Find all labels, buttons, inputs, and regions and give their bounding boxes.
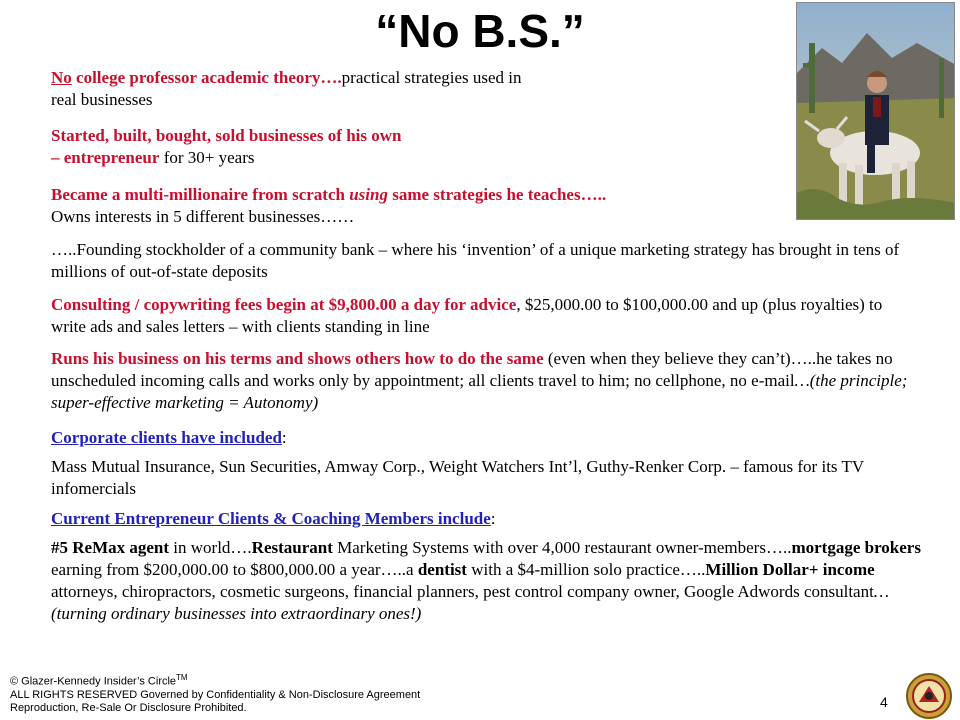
corporate-clients: Mass Mutual Insurance, Sun Securities, Amway Corp., Weight Watchers Int’l, Guthy-Renker Corp. – famous for its TV infomercials <box>51 457 864 498</box>
section-no-theory <box>51 67 921 111</box>
no-theory-bold: college professor academic theory…. <box>71 68 342 87</box>
current-italic: …(turning ordinary businesses into extraordinary ones!) <box>51 582 889 623</box>
mortgage-text: earning from $200,000.00 to $800,000.00 a year…..a <box>51 560 418 579</box>
current-clients-heading-link[interactable]: Current Entrepreneur Clients & Coaching Members include <box>51 509 491 528</box>
millionaire-bold-a: Became a multi-millionaire from scratch <box>51 185 350 204</box>
current-clients-text <box>51 537 921 625</box>
restaurant-text: Marketing Systems with over 4,000 restaurant owner-members….. <box>332 538 792 557</box>
millionaire-bold-b: same strategies he teaches….. <box>387 185 607 204</box>
mortgage-bold: mortgage brokers <box>791 538 921 557</box>
dentist-bold: dentist <box>417 560 467 579</box>
million-text: attorneys, chiropractors, cosmetic surgeons, financial planners, pest control company owner, Google Adwords consultant <box>51 582 874 601</box>
million-bold: Million Dollar+ income <box>705 560 875 579</box>
terms-italic: …(the principle; super-effective marketing = Autonomy) <box>51 371 908 412</box>
restaurant-bold: Restaurant <box>251 538 333 557</box>
seal-logo-icon <box>903 672 955 720</box>
corporate-colon: : <box>281 428 287 447</box>
section-bank <box>51 239 921 283</box>
remax-text: in world…. <box>169 538 252 557</box>
footer-line2: ALL RIGHTS RESERVED Governed by Confidentiality & Non-Disclosure Agreement <box>10 688 421 701</box>
corporate-heading-link[interactable]: Corporate clients have included <box>51 428 282 447</box>
section-corporate <box>51 427 921 500</box>
section-multi-millionaire <box>51 184 921 228</box>
dentist-text: with a $4-million solo practice….. <box>466 560 706 579</box>
section-current-clients <box>51 508 921 625</box>
fees-rest: , $25,000.00 to $100,000.00 and up (plus royalties) to write ads and sales letters – with clients standing in line <box>51 295 883 336</box>
millionaire-bold-italic: using <box>349 185 388 204</box>
current-colon: : <box>490 509 496 528</box>
owns-interests: Owns interests in 5 different businesses…… <box>51 207 355 226</box>
fees-bold: Consulting / copywriting fees begin at $9,800.00 a day for advice <box>51 295 517 314</box>
footer-line1: © Glazer-Kennedy Insider’s Circle <box>10 675 177 688</box>
page-number: 4 <box>880 694 888 710</box>
no-theory-line2: real businesses <box>51 90 153 109</box>
trademark: TM <box>176 673 188 682</box>
copyright-footer <box>10 671 420 715</box>
no-word: No <box>51 68 72 87</box>
section-fees <box>51 294 921 338</box>
entrepreneur-rest: for 30+ years <box>159 148 255 167</box>
terms-bold: Runs his business on his terms and shows others how to do the same <box>51 349 544 368</box>
terms-rest: (even when they believe they can’t)…..he takes no unscheduled incoming calls and works only by appointment; all clients travel to him; no cellphone, no e-mail <box>51 349 893 390</box>
no-theory-rest: practical strategies used in <box>341 68 522 87</box>
bank-text: …..Founding stockholder of a community bank – where his ‘invention’ of a unique marketing strategy has brought in tens of millions of out-of-state deposits <box>51 240 900 281</box>
started-bold: Started, built, bought, sold businesses of his own <box>51 126 402 145</box>
remax-bold: #5 ReMax agent <box>51 538 170 557</box>
page-title: “No B.S.” <box>375 5 585 57</box>
footer-line3: Reproduction, Re-Sale Or Disclosure Prohibited. <box>10 701 247 714</box>
entrepreneur-bold: – entrepreneur <box>51 148 160 167</box>
section-terms <box>51 348 921 414</box>
section-started-built <box>51 125 921 169</box>
